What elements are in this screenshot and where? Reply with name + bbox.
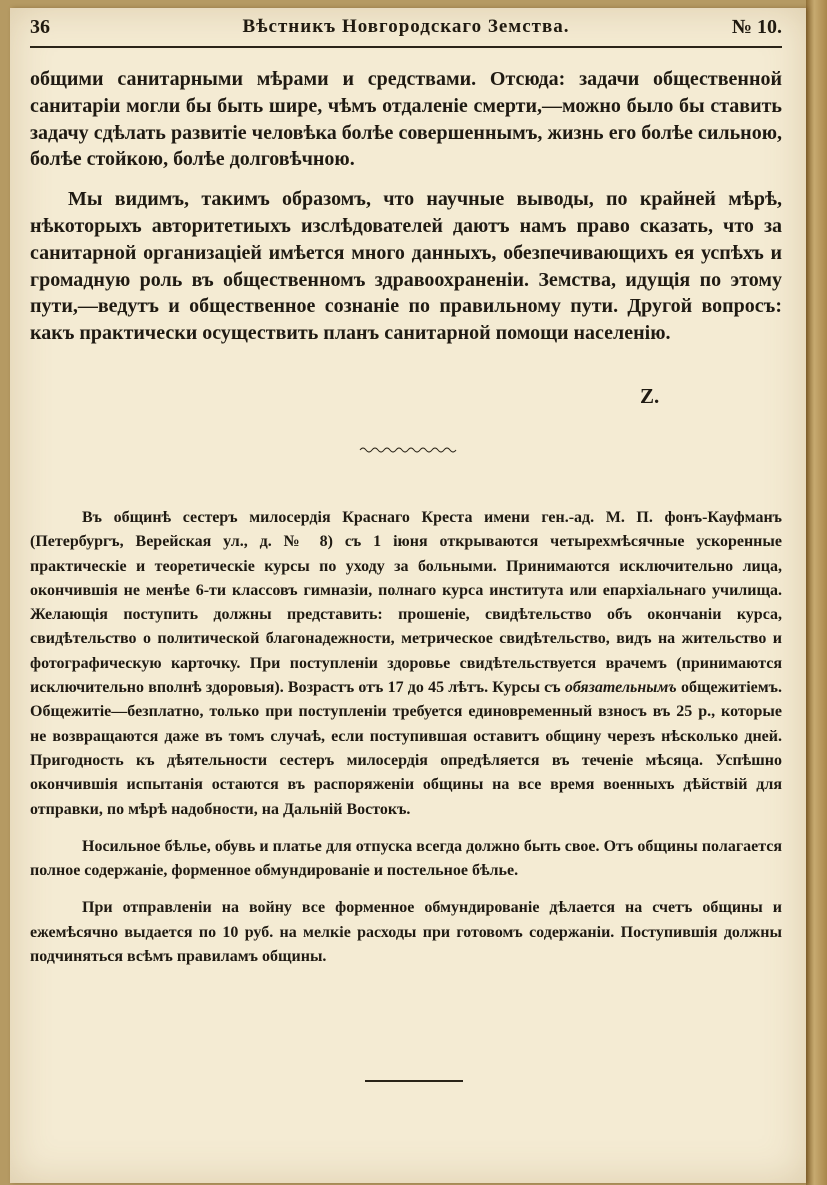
article-body — [30, 66, 782, 347]
book-spine — [806, 0, 827, 1185]
header-rule — [30, 46, 782, 48]
journal-title: Вѣстникъ Новгородскаго Земства. — [242, 16, 570, 37]
notice-paragraph — [30, 506, 782, 822]
article-signature: Z. — [640, 384, 660, 408]
page-number: 36 — [30, 16, 50, 38]
notice-section — [30, 506, 782, 969]
article-paragraph: Мы видимъ, такимъ образомъ, что научные выводы, по крайней мѣрѣ, нѣкоторыхъ авторитетиыхъ изслѣдователей даютъ намъ право сказать, что за санитарной организаціей имѣется много данныхъ, обезпечивающихъ ея успѣхъ и громадную роль въ общественномъ здравоохраненіи. Земства, идущія по этому пути,—ведутъ и общественное сознаніе по правильному пути. Другой вопросъ: какъ практически осуществить планъ санитарной помощи населенію. — [30, 188, 782, 345]
notice-text: общежитіемъ. Общежитіе—безплатно, только при поступленіи требуется единовременный взносъ въ 25 р., которые не возвращаются даже въ томъ случаѣ, если поступившая оставитъ общину черезъ нѣсколько дней. Пригодность къ дѣятельности сестеръ милосердія опредѣляется въ теченіе мѣсяца. Успѣшно окончившія испытанія остаются въ распоряженіи общины на все время военныхъ дѣйствій для отправки, по мѣрѣ надобности, на Дальній Востокъ. — [30, 679, 783, 818]
notice-text: Въ общинѣ сестеръ милосердія Краснаго Креста имени ген.-ад. М. П. фонъ-Кауфманъ (Петербургъ, Верейская ул., д. № 8) съ 1 іюня открываются четырехмѣсячные ускоренные практическіе и теоретическіе курсы по уходу за больными. Принимаются исключительно лица, окончившія не менѣе 6-ти классовъ гимназіи, полнаго курса института или епархіальнаго училища. Желающія поступить должны представить: прошеніе, свидѣтельство объ окончаніи курса, свидѣтельство о политической благонадежности, метрическое свидѣтельство, видъ на жительство и фотографическую карточку. При поступленіи здоровье свидѣтельствуется врачемъ (принимаются исключительно вполнѣ здоровыя). Возрастъ отъ 17 до 45 лѣтъ. Курсы съ — [30, 509, 782, 697]
issue-number: № 10. — [731, 16, 782, 38]
wavy-divider — [358, 444, 458, 456]
notice-emphasis: обязательнымъ — [564, 679, 677, 697]
running-header — [30, 16, 782, 46]
article-paragraph: общими санитарными мѣрами и средствами. Отсюда: задачи общественной санитаріи могли бы быть шире, чѣмъ отдаленіе смерти,—можно было бы ставить задачу сдѣлать развитіе человѣка болѣе совершеннымъ, жизнь его болѣе сильною, болѣе стойкою, болѣе долговѣчною. — [30, 68, 782, 171]
end-rule — [365, 1080, 463, 1082]
notice-paragraph: Носильное бѣлье, обувь и платье для отпуска всегда должно быть свое. Отъ общины полагается полное содержаніе, форменное обмундированіе и постельное бѣлье. — [30, 837, 782, 880]
notice-paragraph: При отправленіи на войну все форменное обмундированіе дѣлается на счетъ общины и ежемѣсячно выдается по 10 руб. на мелкіе расходы при готовомъ содержаніи. Поступившія должны подчиняться всѣмъ правиламъ общины. — [30, 899, 782, 966]
